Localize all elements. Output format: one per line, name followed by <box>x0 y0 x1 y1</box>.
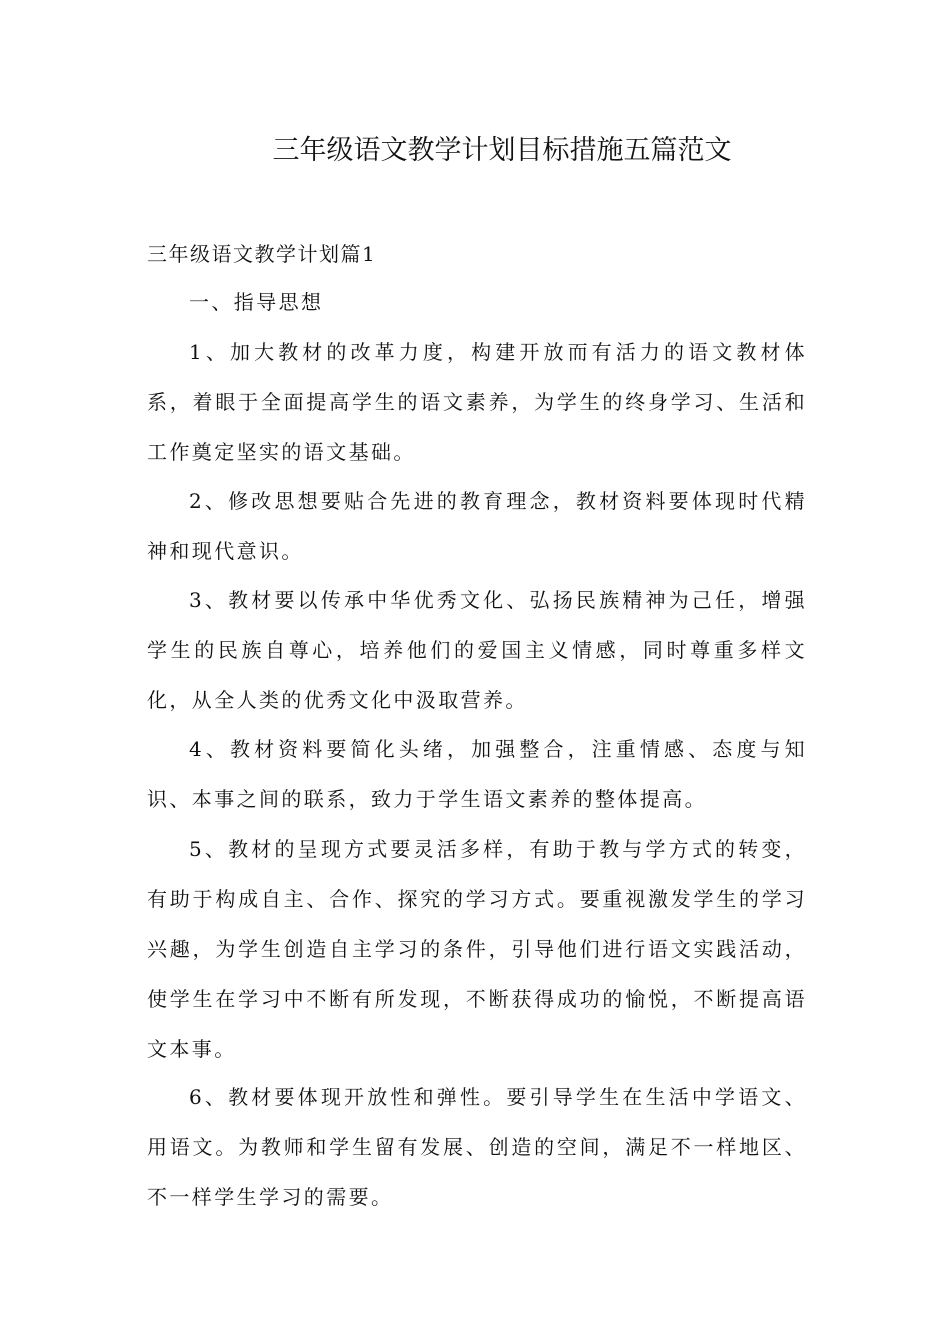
section-heading: 三年级语文教学计划篇1 <box>147 242 377 266</box>
subheading-guiding-ideas: 一、指导思想 <box>189 290 324 314</box>
paragraph-6: 6、教材要体现开放性和弹性。要引导学生在生活中学语文、用语文。为教师和学生留有发展、创造的空间，满足不一样地区、不一样学生学习的需要。 <box>147 1085 807 1209</box>
document-title: 三年级语文教学计划目标措施五篇范文 <box>272 135 732 166</box>
paragraph-2: 2、修改思想要贴合先进的教育理念，教材资料要体现时代精神和现代意识。 <box>147 489 807 563</box>
paragraph-4: 4、教材资料要简化头绪，加强整合，注重情感、态度与知识、本事之间的联系，致力于学生语文素养的整体提高。 <box>147 737 807 811</box>
paragraph-5: 5、教材的呈现方式要灵活多样，有助于教与学方式的转变，有助于构成自主、合作、探究的学习方式。要重视激发学生的学习兴趣，为学生创造自主学习的条件，引导他们进行语文实践活动，使学生在学习中不断有所发现，不断获得成功的愉悦，不断提高语文本事。 <box>147 837 807 1061</box>
paragraph-1: 1、加大教材的改革力度，构建开放而有活力的语文教材体系，着眼于全面提高学生的语文素养，为学生的终身学习、生活和工作奠定坚实的语文基础。 <box>147 340 807 464</box>
paragraph-3: 3、教材要以传承中华优秀文化、弘扬民族精神为己任，增强学生的民族自尊心，培养他们的爱国主义情感，同时尊重多样文化，从全人类的优秀文化中汲取营养。 <box>147 588 807 712</box>
